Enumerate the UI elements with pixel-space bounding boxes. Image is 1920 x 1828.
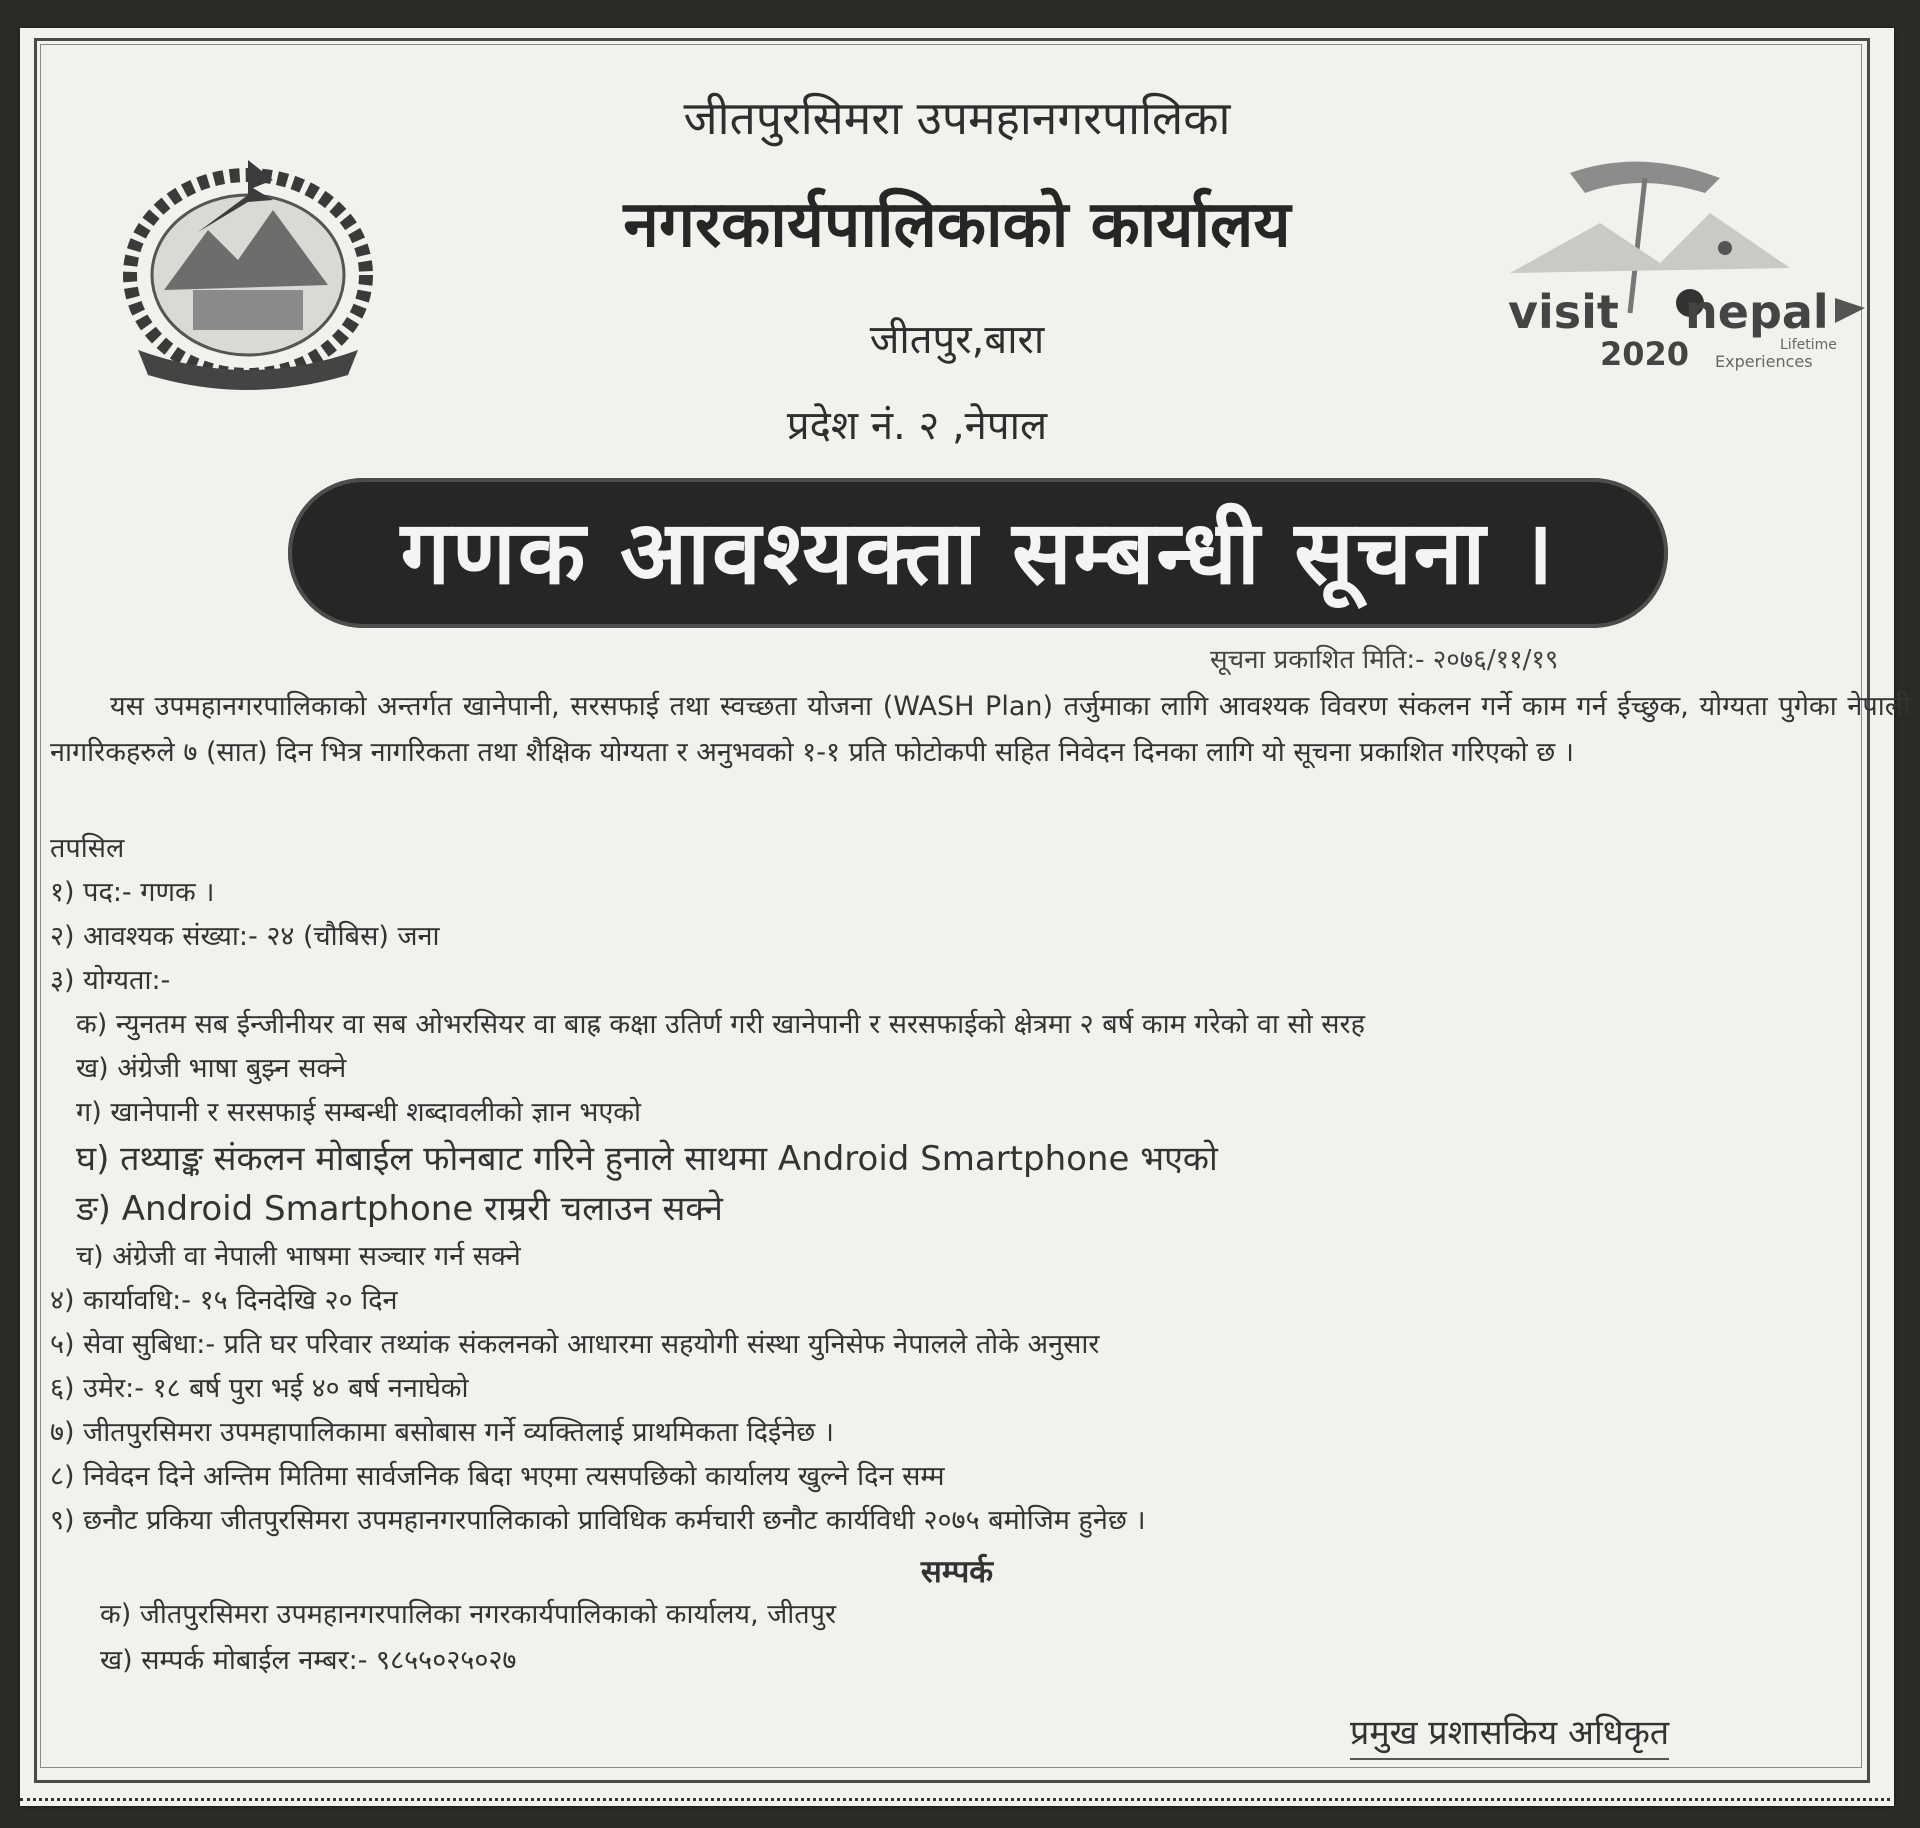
qualification-e: ङ) Android Smartphone राम्ररी चलाउन सक्ने [76,1189,723,1229]
item-required-number: २) आवश्यक संख्या:- २४ (चौबिस) जना [50,921,440,952]
qualification-f: च) अंग्रेजी वा नेपाली भाषमा सञ्चार गर्न सक्ने [76,1241,521,1272]
item-post: १) पद:- गणक । [50,877,215,908]
item-deadline-holiday: ८) निवेदन दिने अन्तिम मितिमा सार्वजनिक बिदा भएमा त्यसपछिको कार्यालय खुल्ने दिन सम्म [50,1461,945,1492]
item-qualification: ३) योग्यता:- [50,965,171,996]
office-location: जीतपुर,बारा [869,317,1045,363]
notice-intro-paragraph: यस उपमहानगरपालिकाको अन्तर्गत खानेपानी, सरसफाई तथा स्वच्छता योजना (WASH Plan) तर्जुमाका लागि आवश्यक विवरण संकलन गर्ने काम गर्न ईच्छुक, योग्यता पुगेका नेपाली नागरिकहरुले ७ (सात) दिन भित्र नागरिकता तथा शैक्षिक योग्यता र अनुभवको १-१ प्रति फोटोकपी सहित निवेदन दिनका लागि यो सूचना प्रकाशित गरिएको छ । [50,691,1910,768]
qualification-c: ग) खानेपानी र सरसफाई सम्बन्धी शब्दावलीको ज्ञान भएको [76,1097,642,1128]
bottom-dotted-rule [20,1798,1890,1801]
visit-nepal-2020-logo [1490,153,1880,378]
notice-title-banner: गणक आवश्यक्ता सम्बन्धी सूचना । [288,478,1668,628]
qualification-a: क) न्युनतम सब ईन्जीनीयर वा सब ओभरसियर वा बाह्र कक्षा उतिर्ण गरी खानेपानी र सरसफाईको क्षेत्रमा २ बर्ष काम गरेको वा सो सरह [76,1009,1365,1040]
item-priority: ७) जीतपुरसिमरा उपमहापालिकामा बसोबास गर्ने व्यक्तिलाई प्राथमिकता दिईनेछ । [50,1417,834,1448]
item-duration: ४) कार्यावधि:- १५ दिनदेखि २० दिन [50,1285,398,1316]
tagline-lifetime: Lifetime [1780,337,1837,353]
published-date: सूचना प्रकाशित मिति:- २०७६/११/१९ [1210,645,1559,675]
item-facility: ५) सेवा सुबिधा:- प्रति घर परिवार तथ्यांक संकलनको आधारमा सहयोगी संस्था युनिसेफ नेपालले तोके अनुसार [50,1329,1100,1360]
signature-title: प्रमुख प्रशासकिय अधिकृत [1350,1708,1669,1760]
qualification-d: घ) तथ्याङ्क संकलन मोबाईल फोनबाट गरिने हुनाले साथमा Android Smartphone भएको [76,1139,1218,1179]
province-name: प्रदेश नं. २ ,नेपाल [786,403,1048,449]
contact-mobile: ख) सम्पर्क मोबाईल नम्बर:- ९८५५०२५०२७ [100,1645,517,1676]
office-name: नगरकार्यपालिकाको कार्यालय [623,188,1291,262]
tagline-experiences: Experiences [1715,352,1813,371]
visit-word: visit [1508,285,1619,339]
item-selection-process: ९) छनौट प्रकिया जीतपुरसिमरा उपमहानगरपालिकाको प्राविधिक कर्मचारी छनौट कार्यविधी २०७५ बमोजिम हुनेछ । [50,1505,1146,1536]
details-heading: तपसिल [50,833,125,864]
notice-sheet [20,28,1910,1806]
qualification-b: ख) अंग्रेजी भाषा बुझ्न सक्ने [76,1053,347,1084]
contact-office: क) जीतपुरसिमरा उपमहानगरपालिका नगरकार्यपालिकाको कार्यालय, जीतपुर [100,1599,837,1630]
municipality-name: जीतपुरसिमरा उपमहानगरपालिका [683,91,1231,145]
contact-heading: सम्पर्क [920,1554,994,1590]
item-age: ६) उमेर:- १८ बर्ष पुरा भई ४० बर्ष ननाघेको [50,1373,469,1404]
nepal-word: nepal [1685,285,1829,339]
nepal-government-emblem-icon [98,140,398,390]
year-text: 2020 [1600,335,1690,373]
